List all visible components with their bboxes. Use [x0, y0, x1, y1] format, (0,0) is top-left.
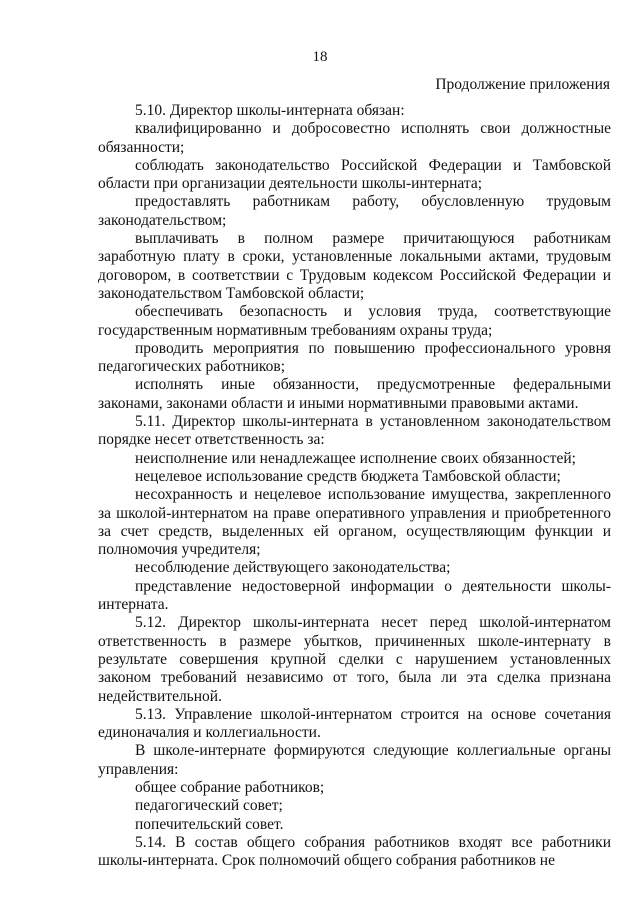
paragraph: В школе-интернате формируются следующие коллегиальные органы управления: — [98, 742, 611, 778]
page-number: 18 — [312, 49, 328, 65]
paragraph: соблюдать законодательство Российской Федерации и Тамбовской области при организации деятельности школы-интерната; — [98, 156, 611, 193]
paragraph: общее собрание работников; — [135, 778, 325, 796]
paragraph: квалифицированно и добросовестно исполнять свои должностные обязанности; — [98, 120, 611, 156]
paragraph: несоблюдение действующего законодательства; — [135, 559, 451, 577]
paragraph: проводить мероприятия по повышению профессионального уровня педагогических работников; — [98, 339, 611, 376]
paragraph: исполнять иные обязанности, предусмотренные федеральными законами, законами области и иными нормативными правовыми актами. — [98, 376, 611, 412]
paragraph: 5.10. Директор школы-интерната обязан: — [135, 102, 405, 119]
document-body — [98, 102, 611, 870]
paragraph: нецелевое использование средств бюджета Тамбовской области; — [135, 467, 561, 485]
paragraph: 5.12. Директор школы-интерната несет перед школой-интернатом ответственность в размере убытков, причиненных школе-интернату в результате совершения крупной сделки с нарушением установленных законом требований независимо от того, была ли эта сделка признана недействительной. — [98, 614, 611, 705]
paragraph: представление недостоверной информации о деятельности школы-интерната. — [98, 577, 611, 614]
paragraph: 5.14. В состав общего собрания работников входят все работники школы-интерната. Срок полномочий общего собрания работников не — [98, 833, 611, 870]
paragraph: неисполнение или ненадлежащее исполнение своих обязанностей; — [135, 449, 576, 467]
paragraph: 5.13. Управление школой-интернатом строится на основе сочетания единоначалия и коллегиальности. — [98, 705, 611, 742]
continuation-label: Продолжение приложения — [435, 76, 610, 93]
paragraph: педагогический совет; — [135, 797, 283, 815]
paragraph: попечительский совет. — [135, 815, 284, 833]
paragraph: несохранность и нецелевое использование имущества, закрепленного за школой-интернатом на праве оперативного управления и приобретенного за счет средств, выделенных ей органом, осуществляющим функции и полномочия учредителя; — [98, 486, 611, 559]
paragraph: предоставлять работникам работу, обусловленную трудовым законодательством; — [98, 193, 611, 229]
paragraph: обеспечивать безопасность и условия труда, соответствующие государственным нормативным требованиям охраны труда; — [98, 303, 611, 339]
paragraph: выплачивать в полном размере причитающуюся работникам заработную плату в сроки, установленные локальными актами, трудовым договором, в соответствии с Трудовым кодексом Российской Федерации и законодательством Тамбовской области; — [98, 230, 611, 302]
paragraph: 5.11. Директор школы-интерната в установленном законодательством порядке несет ответственность за: — [98, 413, 611, 449]
